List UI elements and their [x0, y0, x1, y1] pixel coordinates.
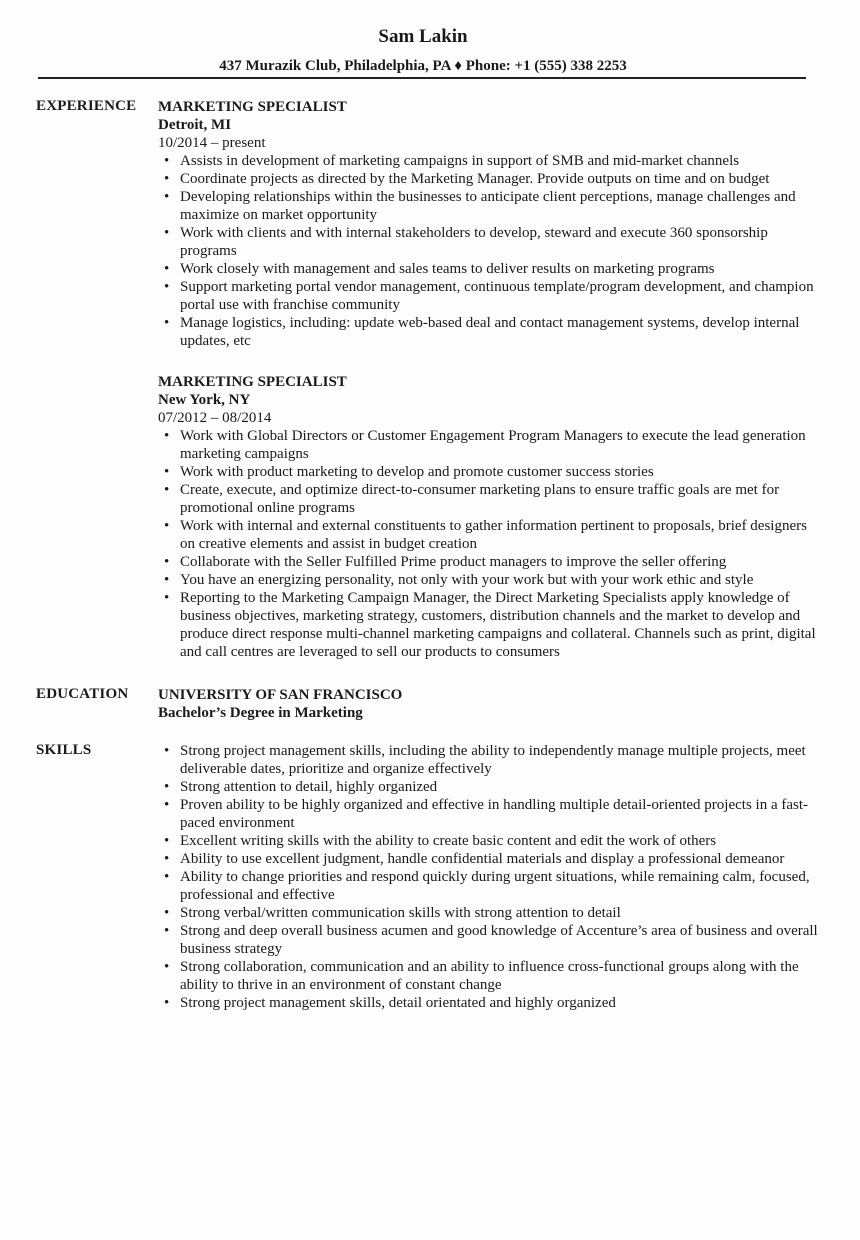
- bullet-item: • Work with internal and external constituents to gather information pertinent to proposals, brief designers on creative elements and assist in budget creation: [158, 517, 818, 553]
- job-entry-2: [158, 373, 818, 661]
- bullet-item: • You have an energizing personality, not only with your work but with your work ethic and style: [158, 571, 818, 589]
- degree: Bachelor’s Degree in Marketing: [158, 705, 363, 721]
- bullet-item: • Work with Global Directors or Customer Engagement Program Managers to execute the lead generation marketing campaigns: [158, 427, 818, 463]
- job-dates: 10/2014 – present: [158, 135, 266, 151]
- skill-item: • Strong collaboration, communication and an ability to influence cross-functional groups along with the ability to thrive in an environment of constant change: [158, 958, 818, 994]
- skills-label: SKILLS: [36, 742, 92, 758]
- bullet-item: • Support marketing portal vendor management, continuous template/program development, and champion portal use with franchise community: [158, 278, 818, 314]
- skill-item: • Strong and deep overall business acumen and good knowledge of Accenture’s area of business and overall business strategy: [158, 922, 818, 958]
- contact-line: 437 Murazik Club, Philadelphia, PA ♦ Phone: +1 (555) 338 2253: [219, 58, 627, 74]
- bullet-item: • Work with clients and with internal stakeholders to develop, steward and execute 360 sponsorship programs: [158, 224, 818, 260]
- skill-item: • Ability to change priorities and respond quickly during urgent situations, while remaining calm, focused, professional and effective: [158, 868, 818, 904]
- job-bullets: [158, 152, 818, 350]
- skill-item: • Proven ability to be highly organized and effective in handling multiple detail-oriented projects in a fast-paced environment: [158, 796, 818, 832]
- skill-item: • Strong project management skills, including the ability to independently manage multiple projects, meet deliverable dates, prioritize and organize effectively: [158, 742, 818, 778]
- job-location: New York, NY: [158, 392, 251, 408]
- bullet-item: • Assists in development of marketing campaigns in support of SMB and mid-market channels: [158, 152, 818, 170]
- job-location: Detroit, MI: [158, 117, 232, 133]
- job-entry-1: [158, 98, 818, 350]
- bullet-item: • Collaborate with the Seller Fulfilled Prime product managers to improve the seller offering: [158, 553, 818, 571]
- skill-item: • Strong attention to detail, highly organized: [158, 778, 818, 796]
- skills-entry: [158, 742, 818, 1012]
- job-title: MARKETING SPECIALIST: [158, 374, 347, 390]
- job-bullets: [158, 427, 818, 661]
- bullet-item: • Reporting to the Marketing Campaign Manager, the Direct Marketing Specialists apply knowledge of business objectives, marketing strategy, customers, distribution channels and the market to develop and produce direct response multi-channel marketing campaigns and collateral. Channels such as print, digital and call centres are leveraged to sell our products to consumers: [158, 589, 818, 661]
- skill-item: • Strong verbal/written communication skills with strong attention to detail: [158, 904, 818, 922]
- bullet-item: • Work with product marketing to develop and promote customer success stories: [158, 463, 818, 481]
- experience-label: EXPERIENCE: [36, 98, 137, 114]
- skills-bullets: [158, 742, 818, 1012]
- education-entry: [158, 686, 818, 722]
- skill-item: • Ability to use excellent judgment, handle confidential materials and display a professional demeanor: [158, 850, 818, 868]
- skill-item: • Excellent writing skills with the ability to create basic content and edit the work of others: [158, 832, 818, 850]
- education-label: EDUCATION: [36, 686, 129, 702]
- header-divider: [38, 77, 806, 79]
- skill-item: • Strong project management skills, detail orientated and highly organized: [158, 994, 818, 1012]
- school-name: UNIVERSITY OF SAN FRANCISCO: [158, 687, 403, 703]
- job-title: MARKETING SPECIALIST: [158, 99, 347, 115]
- bullet-item: • Work closely with management and sales teams to deliver results on marketing programs: [158, 260, 818, 278]
- bullet-item: • Manage logistics, including: update web-based deal and contact management systems, develop internal updates, etc: [158, 314, 818, 350]
- bullet-item: • Developing relationships within the businesses to anticipate client perceptions, manage challenges and maximize on market opportunity: [158, 188, 818, 224]
- bullet-item: • Create, execute, and optimize direct-to-consumer marketing plans to ensure traffic goals are met for promotional online programs: [158, 481, 818, 517]
- candidate-name: Sam Lakin: [378, 26, 468, 47]
- bullet-item: • Coordinate projects as directed by the Marketing Manager. Provide outputs on time and on budget: [158, 170, 818, 188]
- job-dates: 07/2012 – 08/2014: [158, 410, 272, 426]
